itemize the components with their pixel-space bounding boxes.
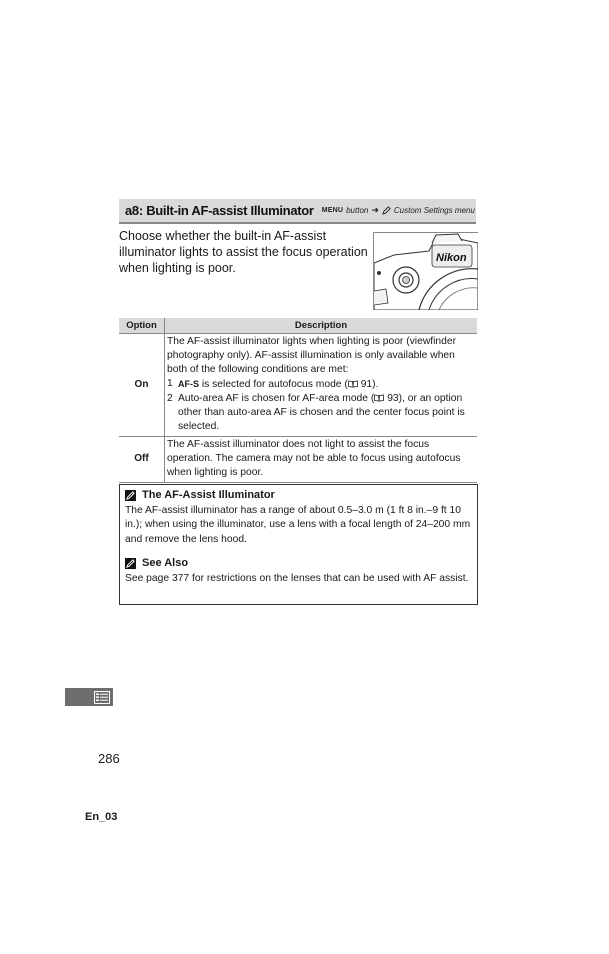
condition-number: 1: [167, 378, 173, 389]
note-pencil-icon: [125, 490, 136, 501]
page-ref: 91: [360, 379, 373, 390]
condition-1: [167, 377, 475, 392]
menu-button-label: MENU: [321, 207, 344, 214]
option-on: On: [119, 334, 165, 437]
book-reference-icon: [348, 380, 358, 388]
pencil-icon: [382, 206, 391, 215]
condition-text: Auto-area AF is chosen for AF-area mode (: [178, 393, 375, 404]
af-s-code: AF-S: [178, 379, 199, 389]
page-number: 286: [98, 751, 120, 766]
condition-tail: ).: [372, 379, 379, 390]
note-title: The AF-Assist Illuminator: [142, 489, 275, 501]
menu-path: [322, 205, 475, 216]
note-heading: [125, 488, 472, 503]
intro-text: Choose whether the built-in AF-assist illuminator lights to assist the focus operation when lighting is poor.: [119, 229, 368, 275]
section-header: [119, 199, 476, 224]
camera-brand-text: Nikon: [436, 252, 467, 264]
condition-text: is selected for autofocus mode (: [199, 379, 348, 390]
description-on-text: The AF-assist illuminator lights when lighting is poor (viewfinder photography only). AF-assist illumination is only available when both of the following conditions are met:: [167, 336, 457, 375]
option-off: Off: [119, 437, 165, 483]
table-header-row: [119, 318, 477, 334]
condition-number: 2: [167, 393, 173, 404]
condition-2: [167, 392, 475, 434]
book-reference-icon: [374, 394, 384, 402]
camera-drawing: [374, 233, 478, 310]
section-tab-marker: [65, 688, 113, 706]
button-word: button: [346, 206, 369, 215]
description-off: The AF-assist illuminator does not light to assist the focus operation. The camera may not be able to focus using autofocus when lighting is poor.: [165, 437, 478, 483]
note-body: See page 377 for restrictions on the lenses that can be used with AF assist.: [125, 572, 469, 584]
arrow-icon: ➜: [371, 205, 379, 215]
custom-settings-menu-label: Custom Settings menu: [393, 206, 475, 215]
notes-box: [119, 484, 478, 605]
note-heading: [125, 556, 472, 571]
note-title: See Also: [142, 557, 189, 569]
page-ref: 93: [387, 393, 399, 404]
table-row-on: [119, 334, 477, 437]
note-body: The AF-assist illuminator has a range of about 0.5–3.0 m (1 ft 8 in.–9 ft 10 in.); when using the illuminator, use a lens with a focal length of 24–200 mm and remove the lens hood.: [125, 504, 471, 545]
condition-tail: ), or an option other than auto-area AF is chosen and the center focus point is selected.: [178, 393, 465, 432]
camera-illustration: [373, 232, 478, 310]
table-row-off: [119, 437, 477, 483]
description-on: [165, 334, 478, 437]
section-title: a8: Built-in AF-assist Illuminator: [125, 203, 314, 218]
column-header-description: Description: [165, 318, 478, 334]
column-header-option: Option: [119, 318, 165, 334]
options-table: [119, 318, 477, 483]
menu-list-icon: [94, 691, 110, 704]
footer-code: En_03: [85, 811, 118, 823]
note-pencil-icon: [125, 558, 136, 569]
